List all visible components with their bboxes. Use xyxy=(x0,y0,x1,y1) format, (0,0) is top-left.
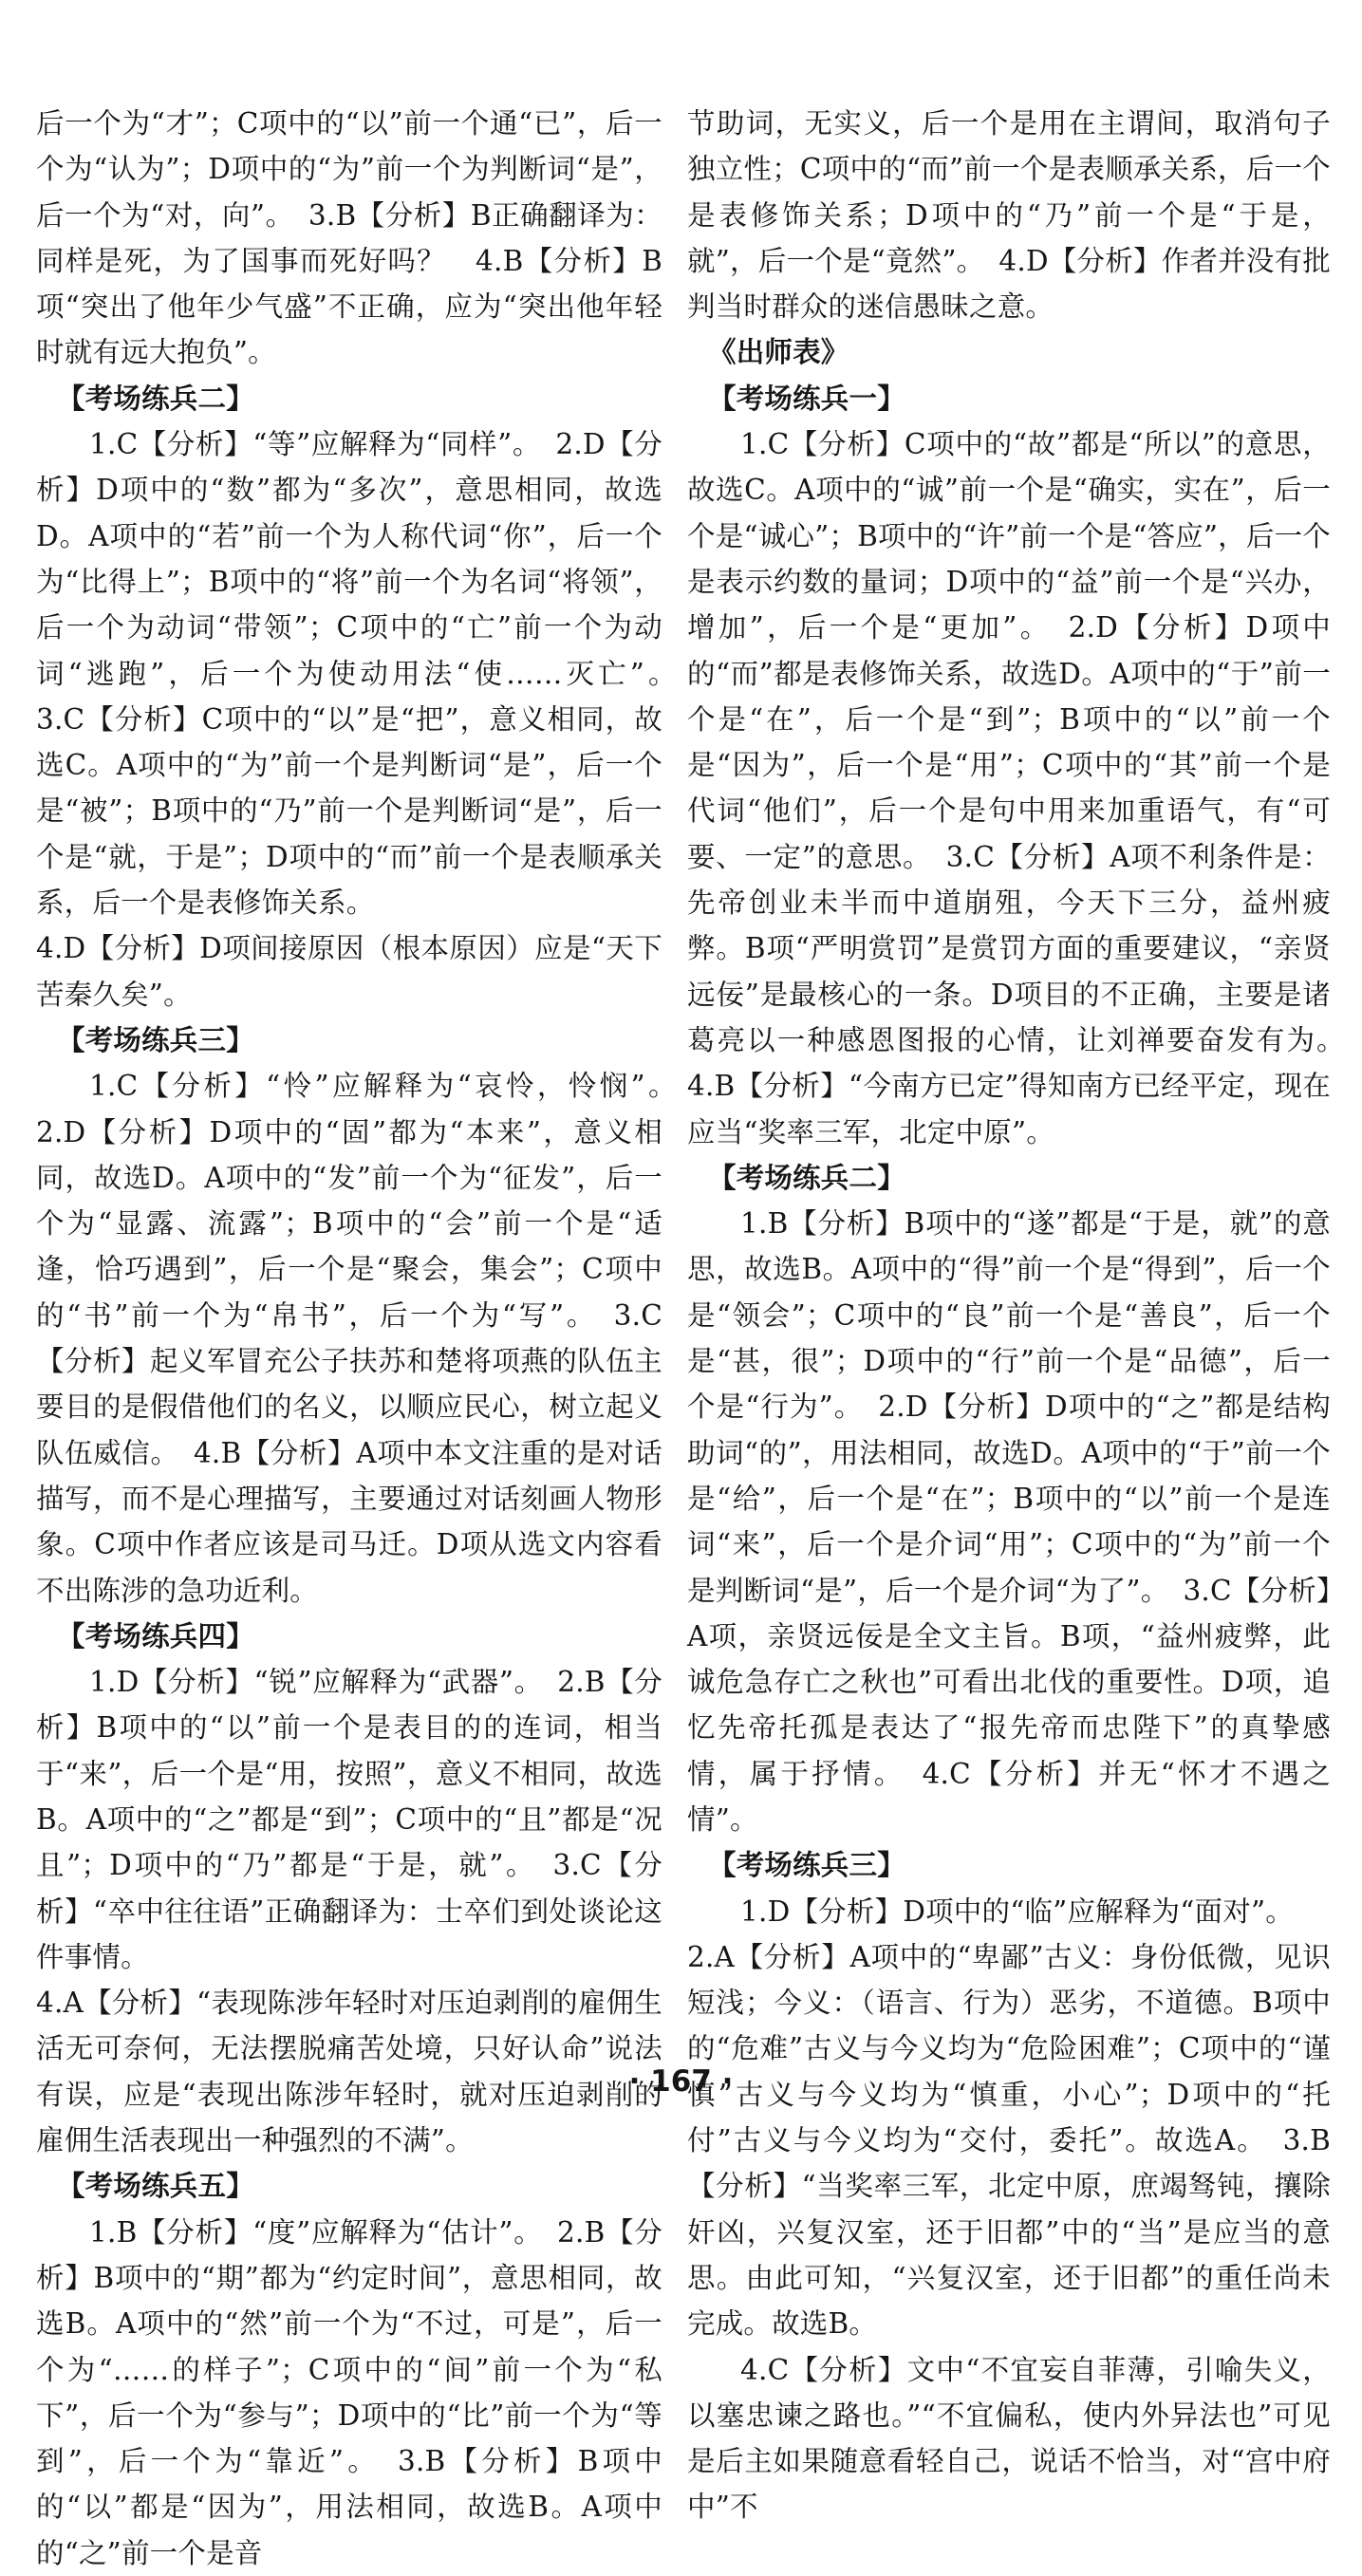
answer-paragraph: 2.A【分析】A项中的“卑鄙”古义：身份低微，见识短浅；今义：（语言、行为）恶劣，不道德。B项中的“危难”古义与今义均为“危险困难”；C项中的“谨慎”古义与今义均为“慎重，小心”；D项中的“托付”古义与今义均为“交付，委托”。故选A。 3.B【分析】“当奖率三军，北定中原，庶竭驽钝，攘除奸凶，兴复汉室，还于旧都”中的“当”是应当的意思。由此可知，“兴复汉室，还于旧都”的重任尚未完成。故选B。 xyxy=(687,1940,1331,2341)
answer-paragraph: 节助词，无实义，后一个是用在主谓间，取消句子独立性；C项中的“而”前一个是表顺承关系，后一个是表修饰关系；D项中的“乃”前一个是“于是，就”，后一个是“竟然”。 4.D【分析】作者并没有批判当时群众的迷信愚昧之意。 xyxy=(687,107,1331,324)
answer-paragraph: 1.C【分析】C项中的“故”都是“所以”的意思，故选C。A项中的“诚”前一个是“确实，实在”，后一个是“诚心”；B项中的“许”前一个是“答应”，后一个是表示约数的量词；D项中的“益”前一个是“兴办，增加”，后一个是“更加”。 2.D【分析】D项中的“而”都是表修饰关系，故选D。A项中的“于”前一个是“在”，后一个是“到”；B项中的“以”前一个是“因为”，后一个是“用”；C项中的“其”前一个是代词“他们”，后一个是句中用来加重语气，有“可要、一定”的意思。 3.C【分析】A项不利条件是：先帝创业未半而中道崩殂，今天下三分，益州疲弊。B项“严明赏罚”是赏罚方面的重要建议，“亲贤远佞”是最核心的一条。D项目的不正确，主要是诸葛亮以一种感恩图报的心情，让刘禅要奋发有为。 4.B【分析】“今南方已定”得知南方已经平定，现在应当“奖率三军，北定中原”。 xyxy=(687,428,1359,1148)
answer-paragraph: 1.D【分析】“锐”应解释为“武器”。 2.B【分析】B项中的“以”前一个是表目的的连词，相当于“来”，后一个是“用，按照”，意义不相同，故选B。A项中的“之”都是“到”；C项中的“且”都是“况且”；D项中的“乃”都是“于是，就”。 3.C【分析】“卒中往往语”正确翻译为：士卒们到处谈论这件事情。 xyxy=(36,1666,662,1973)
section-heading: 【考场练兵二】 xyxy=(708,1160,905,1194)
section-heading: 【考场练兵二】 xyxy=(57,381,254,415)
answer-paragraph: 1.C【分析】“等”应解释为“同样”。 2.D【分析】D项中的“数”都为“多次”，意思相同，故选D。A项中的“若”前一个为人称代词“你”，后一个为“比得上”；B项中的“将”前一个为名词“将领”，后一个为动词“带领”；C项中的“亡”前一个为动词“逃跑”，后一个为使动用法“使……灭亡”。 3.C【分析】C项中的“以”是“把”，意义相同，故选C。A项中的“为”前一个是判断词“是”，后一个是“被”；B项中的“乃”前一个是判断词“是”，后一个是“就，于是”；D项中的“而”前一个是表顺承关系，后一个是表修饰关系。 xyxy=(36,428,691,920)
section-heading: 【考场练兵一】 xyxy=(708,381,905,415)
section-heading: 【考场练兵四】 xyxy=(57,1618,254,1652)
answer-paragraph: 1.B【分析】“度”应解释为“估计”。 2.B【分析】B项中的“期”都为“约定时间”，意思相同，故选B。A项中的“然”前一个为“不过，可是”，后一个为“……的样子”；C项中的“间”前一个为“私下”，后一个为“参与”；D项中的“比”前一个为“等到”，后一个为“靠近”。 3.B【分析】B项中的“以”都是“因为”，用法相同，故选B。A项中的“之”前一个是音 xyxy=(36,2215,662,2569)
section-heading: 【考场练兵五】 xyxy=(57,2169,254,2203)
right-column xyxy=(687,101,1359,2530)
section-heading: 【考场练兵三】 xyxy=(57,1022,254,1056)
section-heading: 【考场练兵三】 xyxy=(708,1848,905,1882)
answer-paragraph: 4.A【分析】“表现陈涉年轻时对压迫剥削的雇佣生活无可奈何，无法摆脱痛苦处境，只好认命”说法有误，应是“表现出陈涉年轻时，就对压迫剥削的雇佣生活表现出一种强烈的不满”。 xyxy=(36,1987,662,2157)
answer-paragraph: 4.C【分析】文中“不宜妄自菲薄，引喻失义，以塞忠谏之路也。”“不宜偏私，使内外异法也”可见是后主如果随意看轻自己，说话不恰当，对“宫中府中”不 xyxy=(687,2353,1331,2524)
answer-paragraph: 4.D【分析】D项间接原因（根本原因）应是“天下苦秦久矣”。 xyxy=(36,932,662,1011)
answer-paragraph: 后一个为“才”；C项中的“以”前一个通“已”，后一个为“认为”；D项中的“为”前一个为判断词“是”，后一个为“对，向”。 3.B【分析】B正确翻译为：同样是死，为了国事而死好吗？ 4.B【分析】B项“突出了他年少气盛”不正确，应为“突出他年轻时就有远大抱负”。 xyxy=(36,107,662,369)
section-heading: 《出师表》 xyxy=(708,335,849,369)
page-number: · 167 · xyxy=(628,2064,734,2099)
answer-paragraph: 1.C【分析】“怜”应解释为“哀怜，怜悯”。 2.D【分析】D项中的“固”都为“本来”，意义相同，故选D。A项中的“发”前一个为“征发”，后一个为“显露、流露”；B项中的“会”前一个是“适逢，恰巧遇到”，后一个是“聚会，集会”；C项中的“书”前一个为“帛书”，后一个为“写”。 3.C【分析】起义军冒充公子扶苏和楚将项燕的队伍主要目的是假借他们的名义，以顺应民心，树立起义队伍威信。 4.B【分析】A项中本文注重的是对话描写，而不是心理描写，主要通过对话刻画人物形象。C项中作者应该是司马迁。D项从选文内容看不出陈涉的急功近利。 xyxy=(36,1070,691,1607)
answer-paragraph: 1.B【分析】B项中的“遂”都是“于是，就”的意思，故选B。A项中的“得”前一个是“得到”，后一个是“领会”；C项中的“良”前一个是“善良”，后一个是“甚，很”；D项中的“行”前一个是“品德”，后一个是“行为”。 2.D【分析】D项中的“之”都是结构助词“的”，用法相同，故选D。A项中的“于”前一个是“给”，后一个是“在”；B项中的“以”前一个是连词“来”，后一个是介词“用”；C项中的“为”前一个是判断词“是”，后一个是介词“为了”。 3.C【分析】A项，亲贤远佞是全文主旨。B项，“益州疲弊，此诚危急存亡之秋也”可看出北伐的重要性。D项，追忆先帝托孤是表达了“报先帝而忠陛下”的真挚感情，属于抒情。 4.C【分析】并无“怀才不遇之情”。 xyxy=(687,1207,1331,1836)
answer-paragraph: 1.D【分析】D项中的“临”应解释为“面对”。 xyxy=(740,1895,1294,1928)
